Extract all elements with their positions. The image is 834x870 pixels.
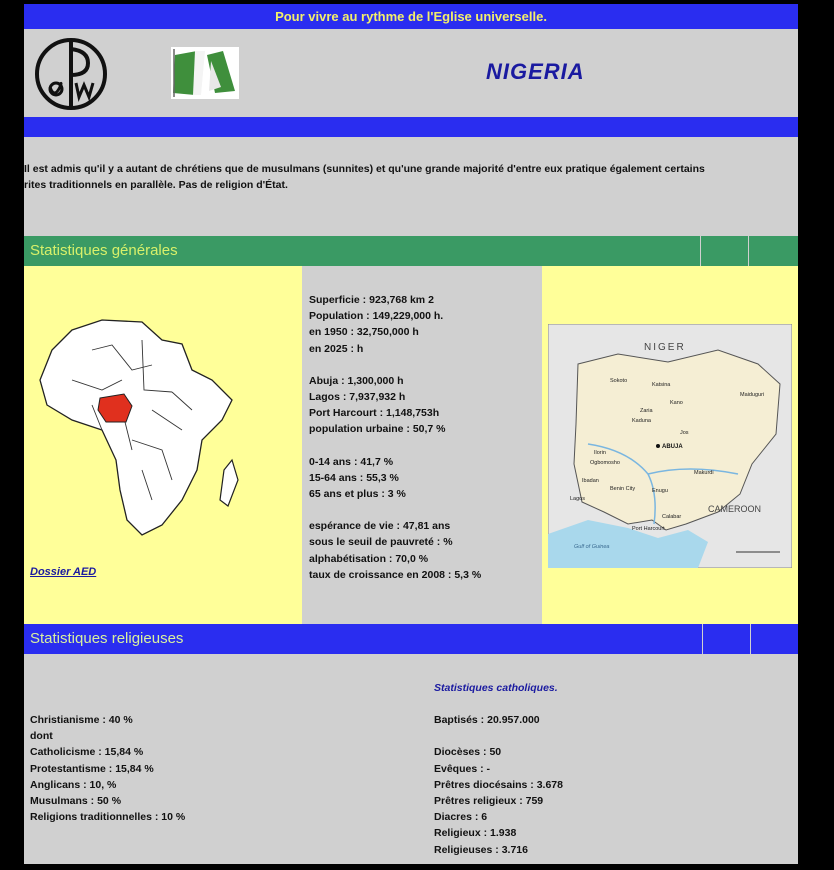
stat-line: espérance de vie : 47,81 ans xyxy=(309,520,451,533)
dossier-aed-link[interactable]: Dossier AED xyxy=(30,566,97,578)
stat-line: Catholicisme : 15,84 % xyxy=(30,746,144,759)
map-label-benin: Benin City xyxy=(610,486,636,492)
header-cell-divider xyxy=(748,236,749,266)
stat-line: dont xyxy=(30,730,53,743)
header-divider-bar xyxy=(24,117,798,137)
map-label-gulf: Gulf of Guinea xyxy=(574,544,610,550)
map-label-cameroon: CAMEROON xyxy=(708,504,762,514)
banner: Pour vivre au rythme de l'Eglise universelle. xyxy=(24,4,798,29)
stat-line: Diocèses : 50 xyxy=(434,746,502,759)
stat-line: Prêtres religieux : 759 xyxy=(434,795,544,808)
stat-line: Musulmans : 50 % xyxy=(30,795,122,808)
religious-stats-list xyxy=(30,712,185,825)
stat-line: Religieux : 1.938 xyxy=(434,827,517,840)
map-label-ibadan: Ibadan xyxy=(582,478,599,484)
stat-line: Prêtres diocésains : 3.678 xyxy=(434,778,563,791)
stat-line: Evêques : - xyxy=(434,762,491,775)
catholic-stats-list xyxy=(434,680,563,858)
stat-line: Diacres : 6 xyxy=(434,811,488,824)
map-label-kano: Kano xyxy=(670,400,683,406)
map-label-ogbomosho: Ogbomosho xyxy=(590,460,620,466)
general-stats-list xyxy=(309,292,481,583)
stat-line: Abuja : 1,300,000 h xyxy=(309,374,404,387)
map-label-maiduguri: Maiduguri xyxy=(740,392,765,398)
stat-line: population urbaine : 50,7 % xyxy=(309,423,446,436)
stat-line: Anglicans : 10, % xyxy=(30,778,117,791)
map-label-katsina: Katsina xyxy=(652,382,671,388)
stat-line: Lagos : 7,937,932 h xyxy=(309,391,406,404)
map-label-zaria: Zaria xyxy=(640,408,653,414)
general-stats-header xyxy=(24,236,798,266)
stat-line: 0-14 ans : 41,7 % xyxy=(309,455,394,468)
religious-stats-title: Statistiques religieuses xyxy=(30,630,184,647)
map-label-portharcourt: Port Harcourt xyxy=(632,526,665,532)
stat-line: en 1950 : 32,750,000 h xyxy=(309,326,419,339)
stat-line: Population : 149,229,000 h. xyxy=(309,310,444,323)
nigeria-flag-icon xyxy=(171,47,239,99)
stat-line: Religions traditionnelles : 10 % xyxy=(30,811,186,824)
africa-map-icon xyxy=(32,310,242,550)
intro-line: rites traditionnels en parallèle. Pas de religion d'État. xyxy=(24,179,288,191)
header-cell-divider xyxy=(700,236,701,266)
nigeria-map-icon xyxy=(548,324,792,568)
map-label-niger: NIGER xyxy=(644,342,686,353)
stat-line: 15-64 ans : 55,3 % xyxy=(309,471,399,484)
map-label-enugu: Enugu xyxy=(652,488,668,494)
stat-line: en 2025 : h xyxy=(309,342,364,355)
header-cell-divider xyxy=(702,624,703,654)
intro-line: Il est admis qu'il y a autant de chrétiens que de musulmans (sunnites) et qu'une grande majorité d'entre eux pratique également certains xyxy=(24,163,705,175)
stat-line: Superficie : 923,768 km 2 xyxy=(309,294,434,306)
stat-line: alphabétisation : 70,0 % xyxy=(309,552,429,565)
country-title: NIGERIA xyxy=(486,59,585,84)
map-label-abuja: ABUJA xyxy=(662,444,683,450)
intro-text xyxy=(24,161,794,193)
stat-line: Religieuses : 3.716 xyxy=(434,843,528,856)
religious-stats-header xyxy=(24,624,798,654)
stat-line: Port Harcourt : 1,148,753h xyxy=(309,407,440,420)
map-label-makurdi: Makurdi xyxy=(694,470,714,476)
stat-line: 65 ans et plus : 3 % xyxy=(309,488,406,501)
stat-line: sous le seuil de pauvreté : % xyxy=(309,536,453,549)
pw-logo-icon xyxy=(34,37,108,111)
map-label-sokoto: Sokoto xyxy=(610,378,628,384)
map-label-calabar: Calabar xyxy=(662,514,682,520)
page xyxy=(24,4,798,864)
stat-line: Protestantisme : 15,84 % xyxy=(30,762,154,775)
general-stats-title: Statistiques générales xyxy=(30,242,178,259)
map-label-kaduna: Kaduna xyxy=(632,418,651,424)
map-label-lagos: Lagos xyxy=(570,496,585,502)
header-cell-divider xyxy=(750,624,751,654)
africa-cell xyxy=(24,266,302,624)
header xyxy=(24,29,798,117)
general-stats-row xyxy=(24,266,798,624)
catholic-stats-title: Statistiques catholiques. xyxy=(434,682,558,694)
map-label-ilorin: Ilorin xyxy=(594,450,606,456)
map-label-jos: Jos xyxy=(680,430,689,436)
stat-line: Christianisme : 40 % xyxy=(30,714,133,726)
stat-line: Baptisés : 20.957.000 xyxy=(434,714,540,727)
stat-line: taux de croissance en 2008 : 5,3 % xyxy=(309,568,482,581)
